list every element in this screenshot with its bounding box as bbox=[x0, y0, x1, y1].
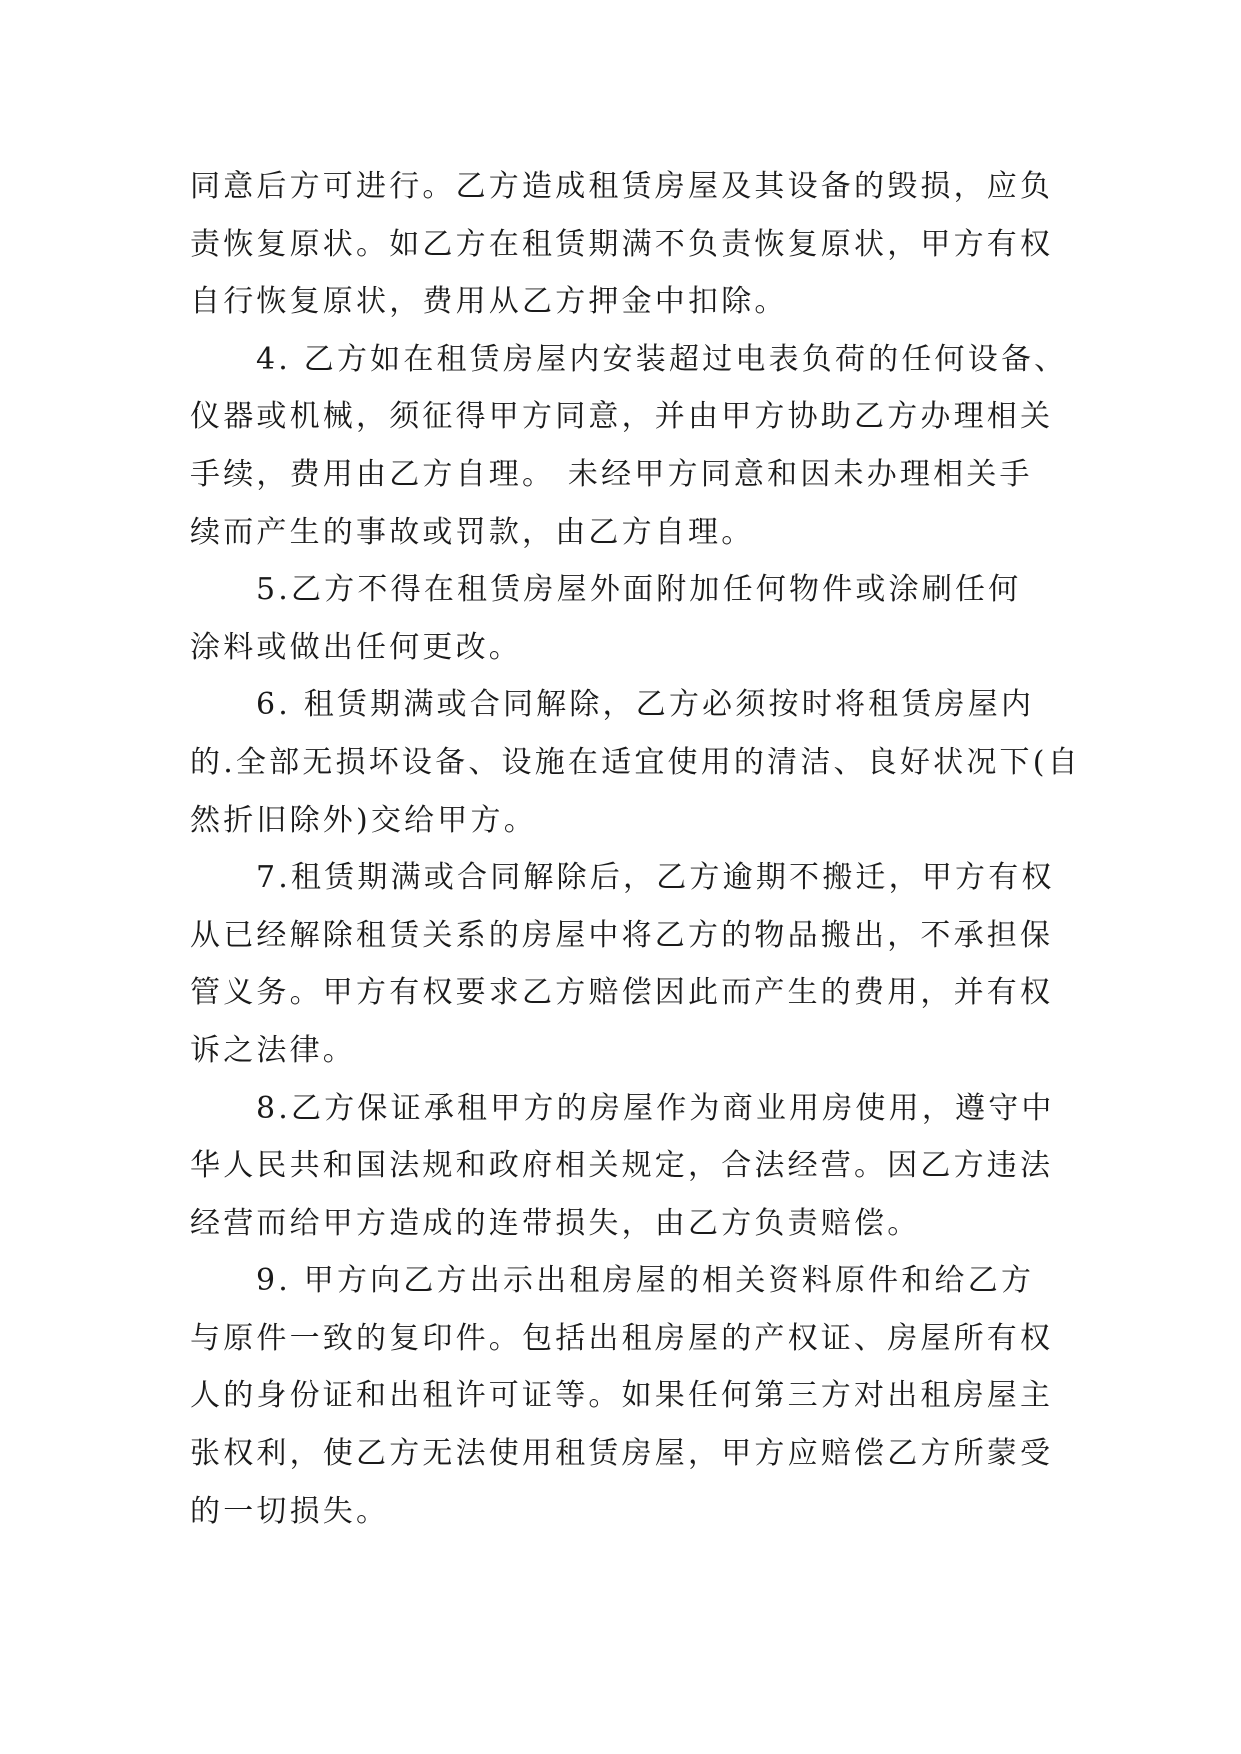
text-line: 人的身份证和出租许可证等。如果任何第三方对出租房屋主 bbox=[190, 1378, 1054, 1414]
text-line: 仪器或机械，须征得甲方同意，并由甲方协助乙方办理相关 bbox=[190, 399, 1054, 435]
text-line: 4. 乙方如在租赁房屋内安装超过电表负荷的任何设备、 bbox=[256, 341, 1068, 377]
text-line: 然折旧除外)交给甲方。 bbox=[190, 802, 537, 838]
text-line: 9. 甲方向乙方出示出租房屋的相关资料原件和给乙方 bbox=[256, 1263, 1035, 1299]
text-line: 的.全部无损坏设备、设施在适宜使用的清洁、良好状况下(自 bbox=[190, 744, 1081, 780]
text-line: 6. 租赁期满或合同解除，乙方必须按时将租赁房屋内 bbox=[256, 687, 1035, 723]
text-line: 管义务。甲方有权要求乙方赔偿因此而产生的费用，并有权 bbox=[190, 975, 1054, 1011]
text-line: 的一切损失。 bbox=[190, 1493, 390, 1529]
contract-body-text bbox=[190, 158, 1081, 1540]
text-line: 张权利，使乙方无法使用租赁房屋，甲方应赔偿乙方所蒙受 bbox=[190, 1436, 1054, 1472]
text-line: 续而产生的事故或罚款，由乙方自理。 bbox=[190, 514, 755, 550]
text-line: 诉之法律。 bbox=[190, 1032, 356, 1068]
text-line: 华人民共和国法规和政府相关规定，合法经营。因乙方违法 bbox=[190, 1148, 1054, 1184]
text-line: 从已经解除租赁关系的房屋中将乙方的物品搬出，不承担保 bbox=[190, 917, 1054, 953]
text-line: 8.乙方保证承租甲方的房屋作为商业用房使用，遵守中 bbox=[256, 1090, 1055, 1126]
text-line: 涂料或做出任何更改。 bbox=[190, 629, 522, 665]
text-line: 经营而给甲方造成的连带损失，由乙方负责赔偿。 bbox=[190, 1205, 921, 1241]
text-line: 责恢复原状。如乙方在租赁期满不负责恢复原状，甲方有权 bbox=[190, 226, 1054, 262]
text-line: 5.乙方不得在租赁房屋外面附加任何物件或涂刷任何 bbox=[256, 572, 1022, 608]
text-line: 自行恢复原状，费用从乙方押金中扣除。 bbox=[190, 284, 788, 320]
text-line: 手续，费用由乙方自理。 未经甲方同意和因未办理相关手 bbox=[190, 456, 1033, 492]
text-line: 同意后方可进行。乙方造成租赁房屋及其设备的毁损，应负 bbox=[190, 169, 1054, 204]
text-line: 7.租赁期满或合同解除后，乙方逾期不搬迁，甲方有权 bbox=[256, 860, 1055, 896]
text-line: 与原件一致的复印件。包括出租房屋的产权证、房屋所有权 bbox=[190, 1320, 1054, 1356]
